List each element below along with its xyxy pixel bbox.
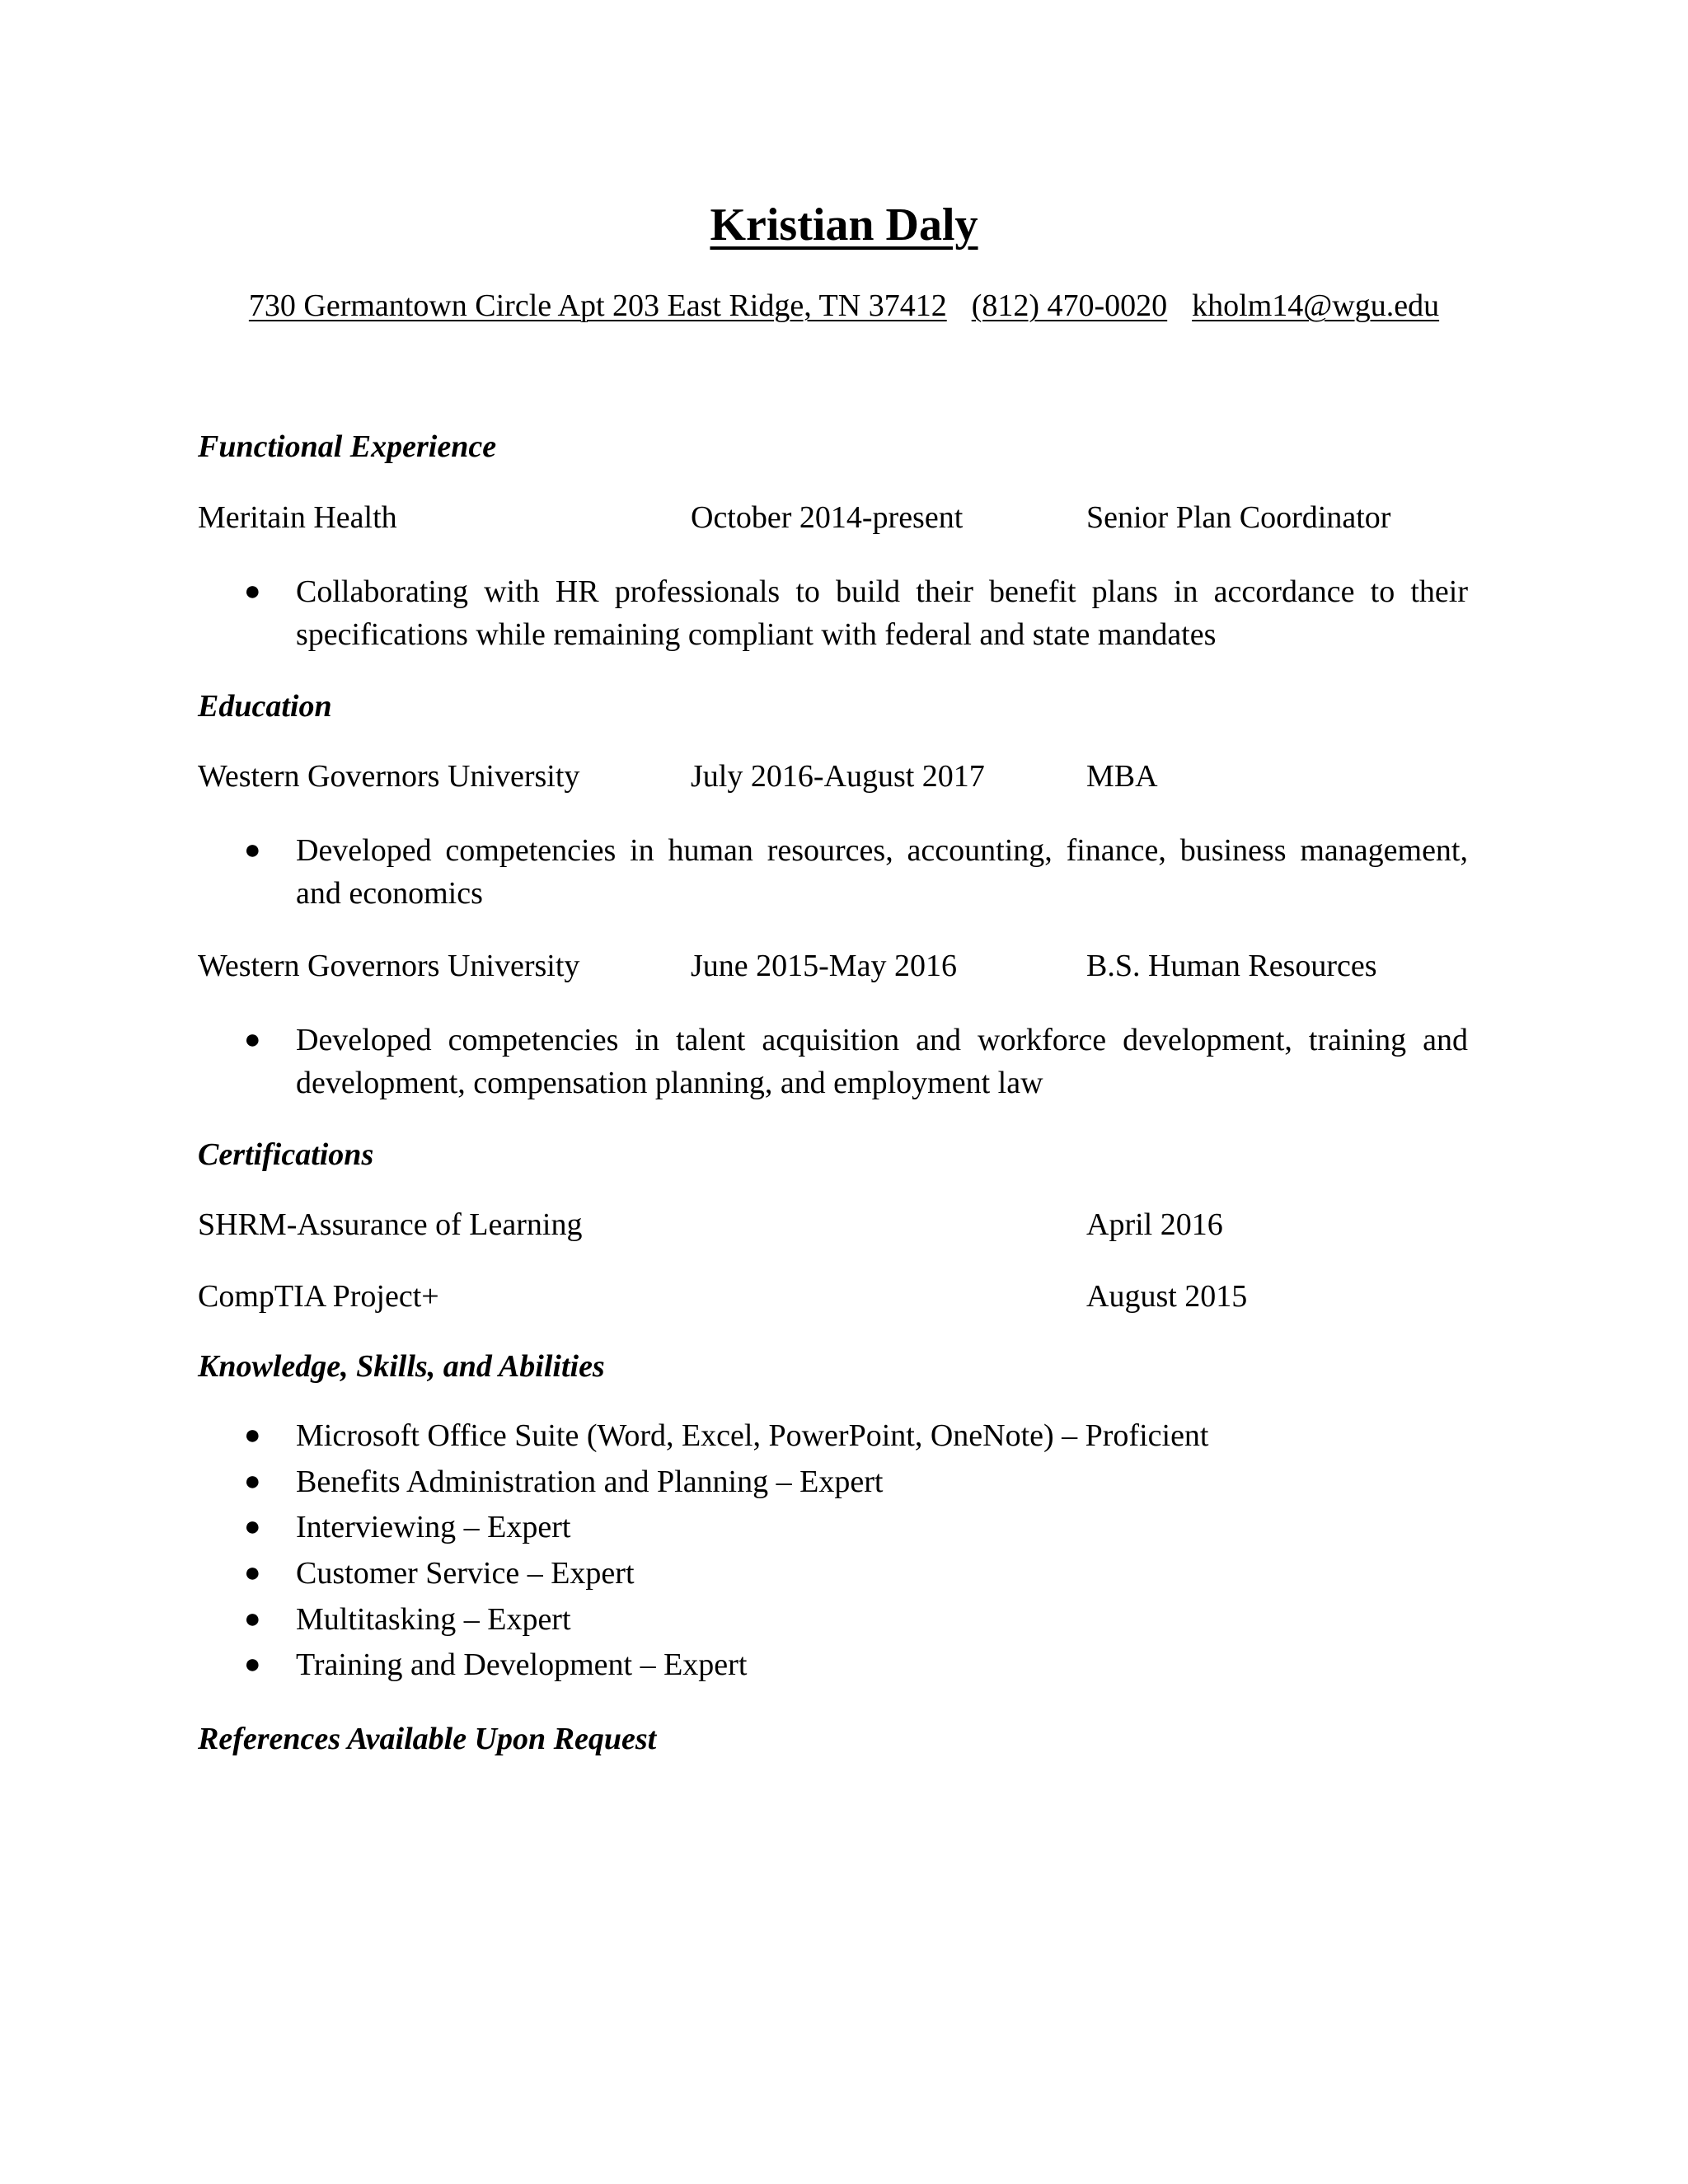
experience-entry bbox=[0, 498, 1688, 537]
experience-dates: October 2014-present bbox=[691, 500, 964, 535]
section-title-experience: Functional Experience bbox=[198, 429, 497, 464]
education-bullet-text: Developed competencies in talent acquisition and workforce development, training and development, compensation planning, and employment law bbox=[296, 1023, 1468, 1100]
bullet-icon: ● bbox=[244, 1511, 261, 1542]
bullet-icon: ● bbox=[244, 1024, 261, 1055]
bullet-icon: ● bbox=[244, 576, 261, 607]
education-dates: June 2015-May 2016 bbox=[691, 949, 957, 983]
education-degree: MBA bbox=[1086, 759, 1158, 794]
education-organization: Western Governors University bbox=[198, 759, 580, 794]
education-organization: Western Governors University bbox=[198, 949, 580, 983]
education-bullet-text: Developed competencies in human resources, accounting, finance, business management, and economics bbox=[296, 833, 1468, 911]
skill-item-text: Multitasking – Expert bbox=[296, 1602, 571, 1637]
phone-text: (812) 470-0020 bbox=[971, 288, 1168, 323]
bullet-icon: ● bbox=[244, 1558, 261, 1588]
bullet-icon: ● bbox=[244, 1420, 261, 1451]
experience-role: Senior Plan Coordinator bbox=[1086, 500, 1391, 535]
skill-item-text: Benefits Administration and Planning – Expert bbox=[296, 1465, 884, 1499]
education-dates: July 2016-August 2017 bbox=[691, 759, 985, 794]
education-entry bbox=[0, 946, 1688, 986]
skill-item-text: Training and Development – Expert bbox=[296, 1647, 748, 1682]
section-title-certifications: Certifications bbox=[198, 1137, 374, 1172]
skill-item-text: Interviewing – Expert bbox=[296, 1510, 571, 1544]
email-link[interactable]: kholm14@wgu.edu bbox=[1192, 288, 1440, 323]
section-title-education: Education bbox=[198, 689, 332, 724]
address-text: 730 Germantown Circle Apt 203 East Ridge, TN 37412 bbox=[248, 288, 947, 323]
certification-name: CompTIA Project+ bbox=[198, 1279, 439, 1314]
experience-bullet-text: Collaborating with HR professionals to build their benefit plans in accordance to their specifications while remaining compliant with federal and state mandates bbox=[296, 574, 1468, 652]
certification-entry bbox=[0, 1205, 1688, 1244]
resume-name-heading bbox=[0, 196, 1688, 254]
skill-item-text: Microsoft Office Suite (Word, Excel, PowerPoint, OneNote) – Proficient bbox=[296, 1418, 1209, 1453]
skill-item-text: Customer Service – Expert bbox=[296, 1556, 635, 1591]
references-note: References Available Upon Request bbox=[198, 1722, 657, 1756]
certification-entry bbox=[0, 1277, 1688, 1316]
section-title-skills: Knowledge, Skills, and Abilities bbox=[198, 1349, 605, 1384]
contact-line bbox=[0, 286, 1688, 326]
education-degree: B.S. Human Resources bbox=[1086, 949, 1377, 983]
bullet-icon: ● bbox=[244, 835, 261, 865]
certification-date: August 2015 bbox=[1086, 1279, 1248, 1314]
bullet-icon: ● bbox=[244, 1466, 261, 1497]
name-text: Kristian Daly bbox=[710, 199, 978, 251]
certification-name: SHRM-Assurance of Learning bbox=[198, 1207, 583, 1242]
bullet-icon: ● bbox=[244, 1604, 261, 1634]
bullet-icon: ● bbox=[244, 1649, 261, 1680]
certification-date: April 2016 bbox=[1086, 1207, 1223, 1242]
education-entry bbox=[0, 757, 1688, 796]
experience-organization: Meritain Health bbox=[198, 500, 397, 535]
